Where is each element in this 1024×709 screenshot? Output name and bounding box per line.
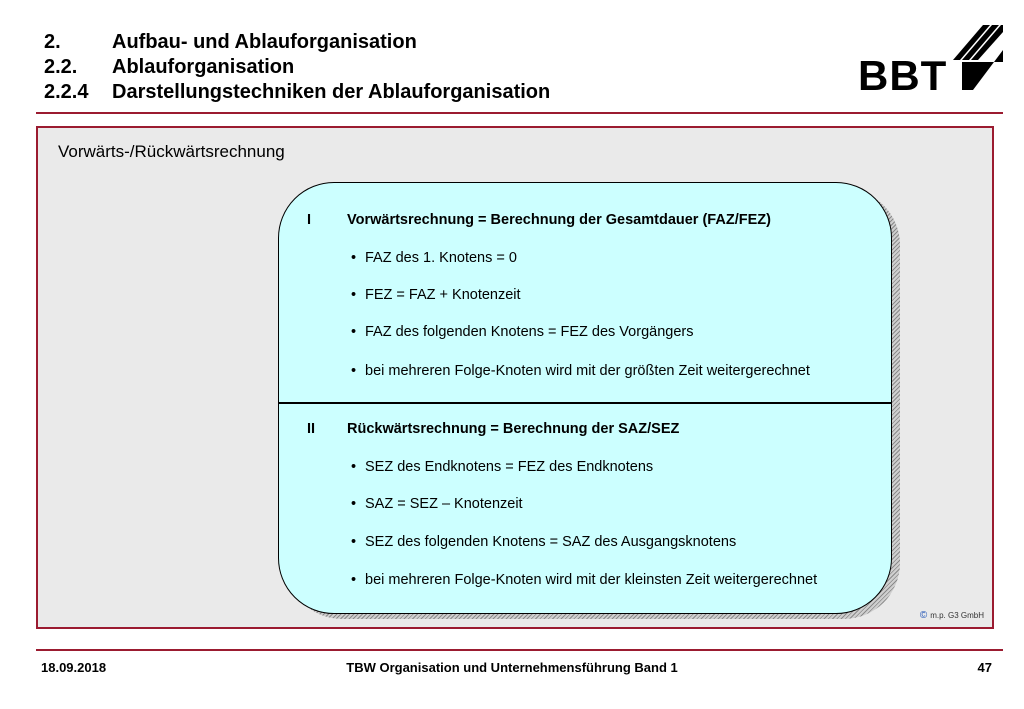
copyright-icon: © [919, 610, 928, 621]
list-item [351, 287, 521, 303]
bullet-icon: • [351, 496, 357, 512]
list-item [351, 250, 517, 266]
section-heading-forward [307, 212, 771, 228]
heading-number: 2. [44, 31, 61, 53]
section-heading-text: Rückwärtsrechnung = Berechnung der SAZ/SEZ [347, 421, 680, 437]
list-item [351, 363, 810, 379]
footer-title: TBW Organisation und Unternehmensführung Band 1 [346, 660, 678, 675]
bullet-icon: • [351, 250, 357, 266]
list-item [351, 572, 817, 588]
header-divider [36, 112, 1003, 114]
list-item-text: SEZ des folgenden Knotens = SAZ des Ausgangsknotens [365, 534, 737, 550]
bbt-logo [858, 20, 1003, 110]
heading-text: Aufbau- und Ablauforganisation [112, 31, 417, 53]
page-number: 47 [977, 660, 992, 675]
section-heading-backward [307, 421, 679, 437]
list-item-text: bei mehreren Folge-Knoten wird mit der größten Zeit weitergerechnet [365, 363, 810, 379]
list-item-text: SAZ = SEZ – Knotenzeit [365, 496, 523, 512]
section-divider [279, 402, 891, 404]
heading-number: 2.2. [44, 56, 78, 78]
bullet-icon: • [351, 459, 357, 475]
content-panel [36, 126, 994, 629]
bullet-icon: • [351, 324, 357, 340]
copyright-note [920, 610, 984, 621]
panel-title: Vorwärts-/Rückwärtsrechnung [58, 142, 285, 161]
copyright-text: m.p. G3 GmbH [930, 611, 984, 620]
heading-chapter [44, 30, 417, 54]
rounded-content-box [278, 182, 892, 614]
bullet-icon: • [351, 572, 357, 588]
list-item-text: SEZ des Endknotens = FEZ des Endknotens [365, 459, 654, 475]
section-number: II [307, 421, 316, 437]
list-item-text: FAZ des folgenden Knotens = FEZ des Vorgängers [365, 324, 694, 340]
list-item [351, 459, 653, 475]
bullet-icon: • [351, 287, 357, 303]
section-number: I [307, 212, 312, 228]
heading-text: Darstellungstechniken der Ablauforganisation [112, 81, 551, 103]
list-item-text: bei mehreren Folge-Knoten wird mit der kleinsten Zeit weitergerechnet [365, 572, 818, 588]
bullet-icon: • [351, 363, 357, 379]
list-item-text: FAZ des 1. Knotens = 0 [365, 250, 517, 266]
list-item [351, 324, 693, 340]
heading-subsection [44, 80, 550, 104]
footer-divider [36, 649, 1003, 651]
heading-number: 2.2.4 [44, 81, 89, 103]
list-item [351, 534, 736, 550]
heading-section [44, 55, 294, 79]
list-item-text: FEZ = FAZ + Knotenzeit [365, 287, 521, 303]
bullet-icon: • [351, 534, 357, 550]
section-heading-text: Vorwärtsrechnung = Berechnung der Gesamtdauer (FAZ/FEZ) [347, 212, 771, 228]
list-item [351, 496, 523, 512]
heading-text: Ablauforganisation [112, 56, 295, 78]
logo-text: BBT [858, 52, 948, 99]
footer-date: 18.09.2018 [41, 660, 107, 675]
